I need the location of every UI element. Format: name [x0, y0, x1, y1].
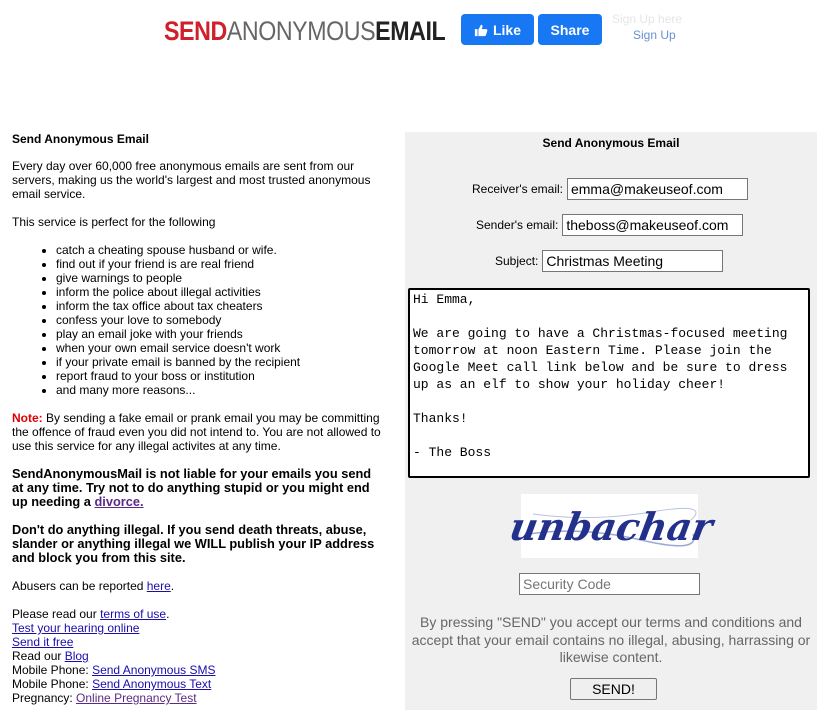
sender-label: Sender's email: [476, 218, 559, 232]
signup-faint-text: Sign Up here [612, 12, 683, 26]
list-item: • play an email joke with your friends [56, 327, 384, 341]
list-item: • when your own email service doesn't work [56, 341, 384, 355]
captcha-text: unbachar [506, 505, 716, 550]
receiver-row [472, 178, 748, 200]
captcha-image [506, 494, 716, 558]
sendfree-line [12, 635, 384, 649]
facebook-like-button[interactable] [461, 14, 534, 45]
uses-list [12, 243, 384, 397]
list-item: • if your private email is banned by the recipient [56, 355, 384, 369]
perfect-for-text: This service is perfect for the following [12, 215, 216, 229]
receiver-label: Receiver's email: [472, 182, 563, 196]
thumbs-up-icon [474, 23, 488, 37]
hearing-line [12, 621, 384, 635]
signup-link[interactable]: Sign Up [633, 28, 676, 42]
receiver-email-input[interactable] [567, 178, 748, 200]
form-title: Send Anonymous Email [542, 136, 680, 150]
sender-email-input[interactable] [562, 214, 743, 236]
please-read-text: Please read our [12, 607, 101, 621]
illegal-warning: Don't do anything illegal. If you send death threats, abuse, slander or anything illegal we WILL publish your IP address and block you from this site. [12, 522, 375, 565]
test-hearing-link[interactable]: Test your hearing online [12, 621, 140, 635]
blog-line [12, 649, 384, 663]
site-logo[interactable] [164, 16, 445, 44]
text-line [12, 677, 384, 691]
logo-part-email: EMAIL [375, 16, 446, 46]
pregnancy-test-link[interactable]: Online Pregnancy Test [76, 691, 197, 705]
send-button[interactable]: SEND! [570, 678, 657, 700]
abusers-paragraph [12, 579, 384, 593]
list-item: • and many more reasons... [56, 383, 384, 397]
intro-paragraph: Every day over 60,000 free anonymous emails are sent from our servers, making us the world's largest and most trusted anonymous email service. [12, 159, 371, 201]
abusers-text: Abusers can be reported [12, 579, 147, 593]
mobile-phone-label: Mobile Phone: [12, 663, 93, 677]
security-code-input[interactable] [519, 573, 700, 595]
sms-line [12, 663, 384, 677]
list-item: • confess your love to somebody [56, 313, 384, 327]
info-column [12, 132, 384, 705]
email-form-panel [405, 132, 817, 710]
logo-part-send: SEND [164, 16, 227, 46]
terms-line [12, 607, 384, 621]
divorce-link[interactable]: divorce. [94, 494, 144, 509]
liability-text: SendAnonymousMail is not liable for your emails you send at any time. Try not to do anything stupid or you might end up needing a [12, 466, 372, 509]
list-item: • inform the police about illegal activities [56, 285, 384, 299]
mobile-phone-label: Mobile Phone: [12, 677, 93, 691]
abusers-end: . [170, 579, 175, 593]
like-label: Like [492, 21, 521, 38]
list-item: • inform the tax office about tax cheaters [56, 299, 384, 313]
subject-label: Subject: [495, 254, 539, 268]
share-label: Share [550, 21, 590, 38]
terms-of-use-link[interactable]: terms of use [100, 607, 167, 621]
list-item: • give warnings to people [56, 271, 384, 285]
send-sms-link[interactable]: Send Anonymous SMS [92, 663, 216, 677]
report-here-link[interactable]: here [146, 579, 171, 593]
subject-row [495, 250, 723, 272]
note-paragraph [12, 411, 384, 453]
send-it-free-link[interactable]: Send it free [12, 635, 74, 649]
logo-part-anonymous: ANONYMOUS [226, 16, 376, 46]
read-our-text: Read our [12, 649, 65, 663]
terms-end: . [166, 607, 170, 621]
note-label: Note: [12, 411, 43, 425]
message-textarea[interactable] [408, 288, 810, 478]
subject-input[interactable] [542, 250, 723, 272]
liability-paragraph [12, 467, 384, 509]
blog-link[interactable]: Blog [64, 649, 89, 663]
links-block [12, 607, 384, 705]
send-text-link[interactable]: Send Anonymous Text [92, 677, 212, 691]
facebook-share-button[interactable] [538, 14, 602, 45]
pregnancy-label: Pregnancy: [12, 691, 77, 705]
list-item: • catch a cheating spouse husband or wife. [56, 243, 384, 257]
info-title: Send Anonymous Email [12, 132, 149, 146]
note-text: By sending a fake email or prank email you may be committing the offence of fraud even you did not intend to. You are not allowed to use this service for any illegal activites at any time. [12, 411, 381, 453]
list-item: • find out if your friend is are real friend [56, 257, 384, 271]
terms-notice: By pressing "SEND" you accept our terms and conditions and accept that your email contains no illegal, abusing, harrassing or likewise content. [411, 614, 811, 665]
pregnancy-line [12, 691, 384, 705]
list-item: • report fraud to your boss or institution [56, 369, 384, 383]
sender-row [476, 214, 743, 236]
